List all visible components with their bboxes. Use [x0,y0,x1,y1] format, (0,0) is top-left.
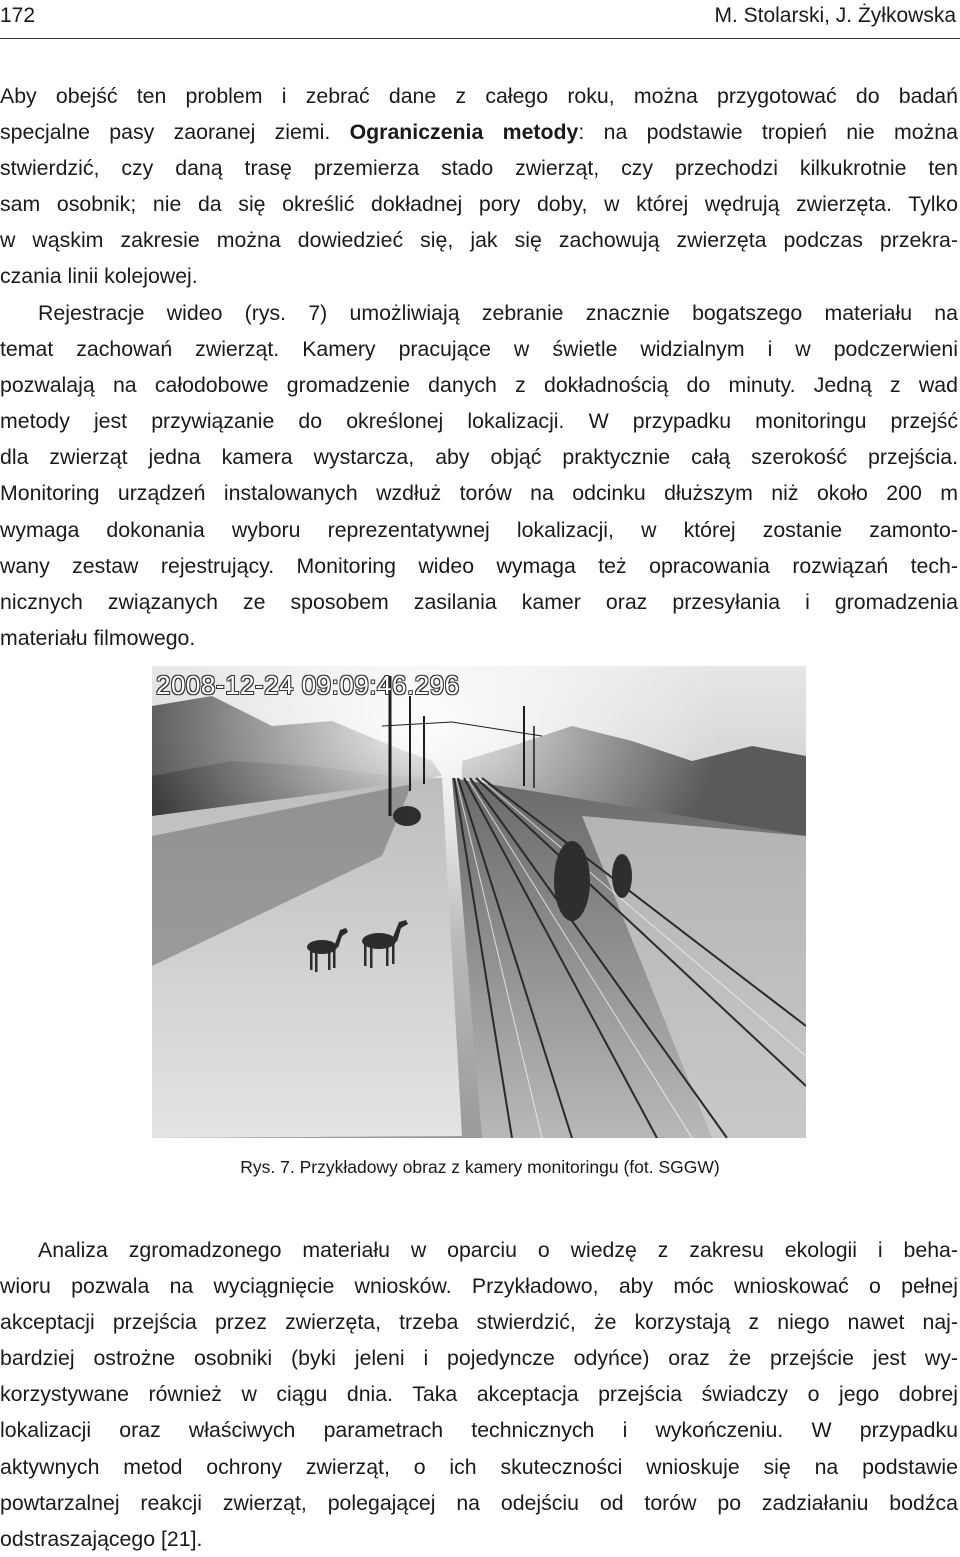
text-line: temat zachowań zwierząt. Kamery pracujące w świetle widzialnym i w podczerwieni [0,337,958,362]
text-line: nicznych związanych ze sposobem zasilania kamer oraz przesyłania i gromadzenia [0,589,958,614]
page-header [0,0,960,40]
figure-caption: Rys. 7. Przykładowy obraz z kamery monitoringu (fot. SGGW) [240,1157,720,1177]
camera-timestamp: 2008-12-24 09:09:46.296 [156,670,460,700]
text-line: wany zestaw rejestrujący. Monitoring wideo wymaga też opracowania rozwiązań tech- [0,553,958,578]
text-line: stwierdzić, czy daną trasę przemierza stado zwierząt, czy przechodzi kilkukrotnie ten [0,156,958,181]
text-line: Monitoring urządzeń instalowanych wzdłuż torów na odcinku dłuższym niż około 200 m [0,481,958,506]
header-rule [0,38,960,39]
paragraph-1 [0,78,958,295]
camera-photo [152,666,806,1138]
text-line: sam osobnik; nie da się określić dokładnej pory doby, w której wędrują zwierzęta. Tylko [0,192,958,217]
text-line: wymaga dokonania wyboru reprezentatywnej lokalizacji, w której zostanie zamonto- [0,517,958,542]
text-line: Aby obejść ten problem i zebrać dane z całego roku, można przygotować do badań [0,84,958,108]
text-line: wioru pozwala na wyciągnięcie wniosków. Przykładowo, aby móc wnioskować o pełnej [0,1274,958,1299]
text-line: lokalizacji oraz właściwych parametrach technicznych i wykończeniu. W przypadku [0,1418,958,1443]
railway-scene-illustration [152,666,806,1138]
text-line: odstraszającego [21]. [0,1526,203,1551]
bold-phrase: Ograniczenia metody [349,120,579,145]
text-line: materiału filmowego. [0,625,196,650]
text-line: pozwalają na całodobowe gromadzenie danych z dokładnością do minuty. Jedną z wad [0,373,958,398]
text-line: aktywnych metod ochrony zwierząt, o ich skuteczności wnioskuje się na podstawie [0,1454,958,1479]
paragraph-3 [0,1232,958,1557]
text-line: Rejestracje wideo (rys. 7) umożliwiają zebranie znacznie bogatszego materiału na [38,301,958,325]
text-line: akceptacji przejścia przez zwierzęta, trzeba stwierdzić, że korzystają z niego nawet naj- [0,1310,958,1335]
text-line: specjalne pasy zaoranej ziemi. Ograniczenia metody: na podstawie tropień nie można [0,120,958,145]
page-number: 172 [0,4,36,27]
text-line: w wąskim zakresie można dowiedzieć się, jak się zachowują zwierzęta podczas przekra- [0,228,958,253]
text-line: metody jest przywiązanie do określonej lokalizacji. W przypadku monitoringu przejść [0,409,958,434]
running-head-authors: M. Stolarski, J. Żyłkowska [714,4,956,27]
text-line: czania linii kolejowej. [0,264,198,289]
text-line: Analiza zgromadzonego materiału w oparciu o wiedzę z zakresu ekologii i beha- [38,1238,958,1262]
text-line: powtarzalnej reakcji zwierząt, polegającej na odejściu od torów po zadziałaniu bodźca [0,1490,958,1515]
text-line: dla zwierząt jedna kamera wystarcza, aby objąć praktycznie całą szerokość przejścia. [0,445,958,470]
paragraph-2 [0,295,958,656]
text-line: korzystywane również w ciągu dnia. Taka akceptacja przejścia świadczy o jego dobrej [0,1382,958,1407]
text-line: bardziej ostrożne osobniki (byki jeleni i pojedyncze odyńce) oraz że przejście jest wy- [0,1346,958,1371]
